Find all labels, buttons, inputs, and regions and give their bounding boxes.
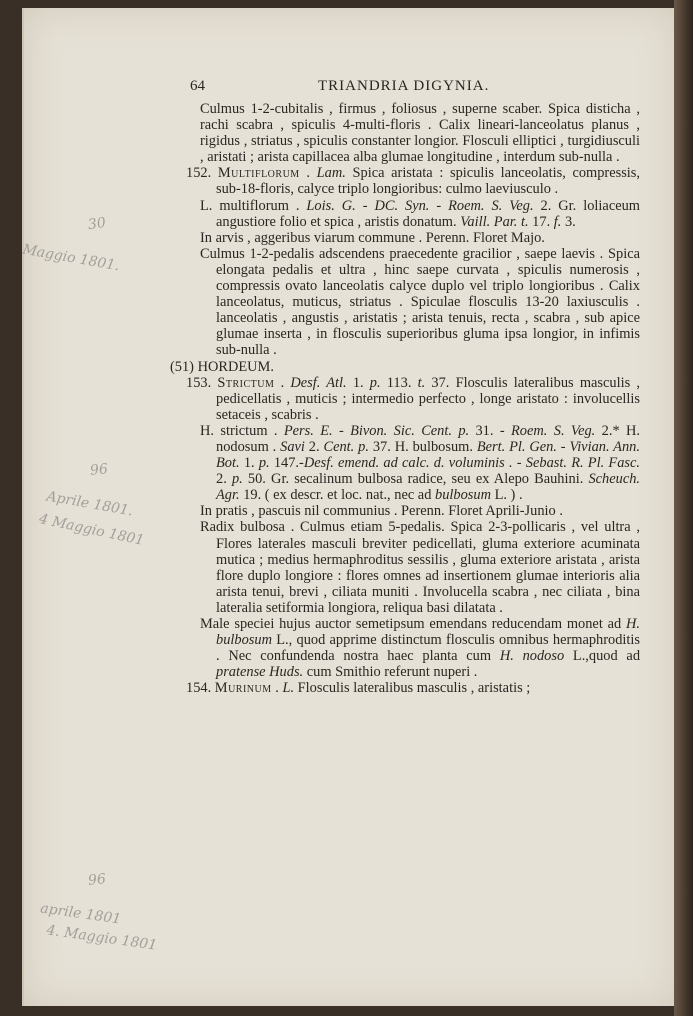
text-paragraph: H. strictum . Pers. E. - Bivon. Sic. Cent. p. 31. - Roem. S. Veg. 2.* H. nodosum . Savi 2. Cent. p. 37. H. bulbosum. Bert. Pl. Gen. - Vivian. Ann. Bot. 1. p. 147.-Desf. emend. ad calc. d. voluminis . - Sebast. R. Pl. Fasc. 2. p. 50. Gr. secalinum bulbosa radice, seu ex Alepo Bauhini. Scheuch. Agr. 19. ( ex descr. et loc. nat., nec ad bulbosum L. ) . (200, 422, 640, 504)
pencil-note: 4. Maggio 1801 (45, 922, 158, 954)
genus-heading: (51) HORDEUM. (170, 358, 274, 375)
pencil-note: Maggio 1801. (21, 241, 121, 275)
pencil-note: 30 (86, 214, 107, 234)
text-paragraph: 154. Murinum . L. Flosculis lateralibus masculis , aristatis ; (186, 680, 531, 697)
pencil-note: 96 (87, 871, 107, 889)
page-number: 64 (190, 78, 205, 94)
text-paragraph: L. multiflorum . Lois. G. - DC. Syn. - Roem. S. Veg. 2. Gr. loliaceum angustiore folio et spica , aristis donatum. Vaill. Par. t. 17. f. 3. (200, 197, 640, 230)
pencil-note: 96 (89, 461, 109, 479)
text-paragraph: 152. Multiflorum . Lam. Spica aristata : spiculis lanceolatis, compressis, sub-18-floris, calyce triplo longioribus: culmo laeviusculo . (186, 165, 640, 198)
running-header (190, 78, 630, 98)
pencil-note: aprile 1801 (39, 900, 123, 928)
text-paragraph: In pratis , pascuis nil communius . Perenn. Floret Aprili-Junio . (200, 503, 563, 520)
text-paragraph: 153. Strictum . Desf. Atl. 1. p. 113. t. 37. Flosculis lateralibus masculis , pedicellatis , muticis ; intermedio perfecto , longe aristato : involucellis setaceis , scabris . (186, 374, 640, 423)
text-paragraph: Culmus 1-2-pedalis adscendens praecedente gracilior , saepe laevis . Spica elongata pedalis et ultra , hinc saepe curvata , spiculis numerosis , compressis ovato lanceolatis calyce duplo vel triplo longioribus . Calix lanceolatus, muticus, striatus . Spiculae flosculis 13-20 laxiusculis . lanceolatis , angustis , aristatis ; arista tenuis, recta , scabra , sub apice glumae inserta , in flosculis superioribus gluma ipsa longior, in infimis sub-nulla . (200, 245, 640, 359)
text-paragraph: In arvis , aggeribus viarum commune . Perenn. Floret Majo. (200, 229, 545, 246)
pencil-note: Aprile 1801. (45, 488, 135, 520)
text-paragraph: Male speciei hujus auctor semetipsum emendans reducendam monet ad H. bulbosum L., quod apprime distinctum flosculis omnibus hermaphroditis . Nec confundenda nostra haec planta cum H. nodoso L.,quod ad pratense Huds. cum Smithio referunt nuperi . (200, 616, 641, 681)
pencil-note: 4 Maggio 1801 (37, 511, 146, 549)
text-paragraph: Culmus 1-2-cubitalis , firmus , foliosus , superne scaber. Spica disticha , rachi scabra , spiculis 4-multi-floris . Calix lineari-lanceolatus planus , rigidus , striatus , spiculis constanter longior. Flosculi elliptici , turgidiusculi , aristati ; arista capillacea alba glumae longitudine , interdum sub-nulla . (200, 101, 640, 166)
running-title: TRIANDRIA DIGYNIA. (318, 78, 490, 94)
book-spine (674, 0, 693, 1016)
body-text (170, 101, 640, 696)
text-paragraph: Radix bulbosa . Culmus etiam 5-pedalis. Spica 2-3-pollicaris , vel ultra , Flores laterales masculi breviter pedicellati, gluma exteriore acuminata mutica ; medius hermaphroditus sessilis , gluma exteriore aristata , arista flore duplo longiore : flores omnes ad insertionem glumae interioris alia arista tenui, brevi , ciliata muniti . Involucella scabra , nec ciliata , bina lateralia setiformia longiora, reliqua basi dilatata . (200, 519, 640, 616)
